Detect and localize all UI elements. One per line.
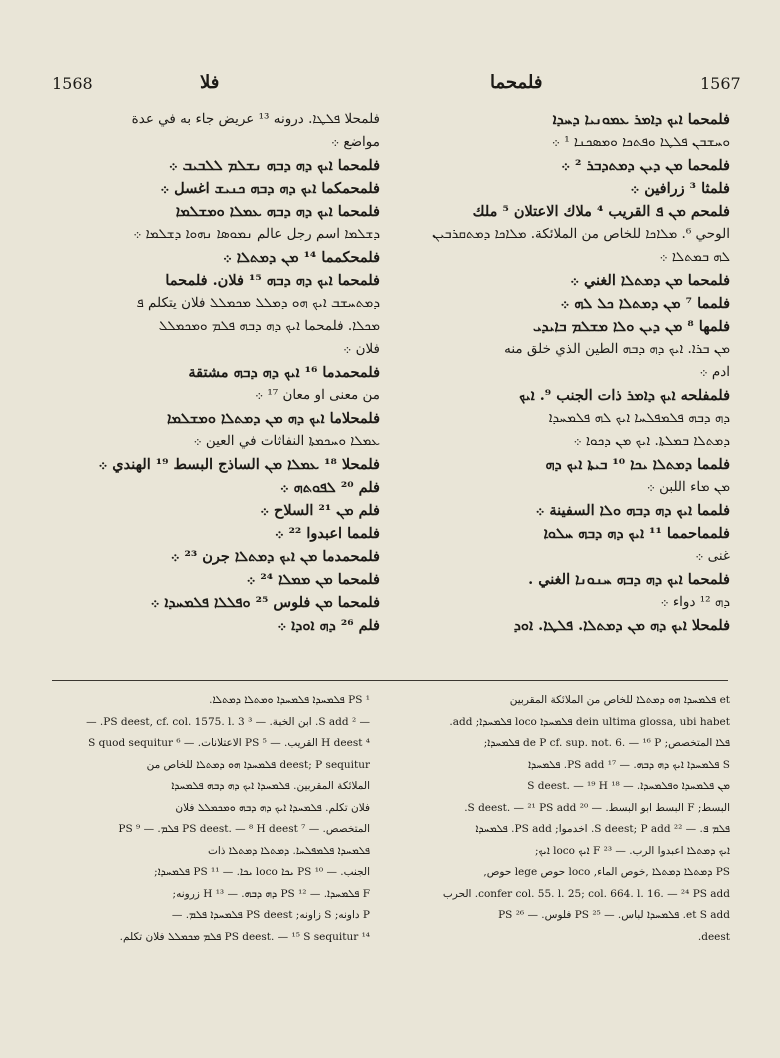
footnote-line: المتخصص. — ⁷ PS deest. — ⁸ H deest ܦܠܡ. — ⁹ PS <box>118 823 370 835</box>
entry-line: الوحي ⁶. ܡܠܐܟܐ للخاص من الملائكة. ܡܠܐܟܐ ܕܡܬܩܪܒܝܢ <box>432 226 730 242</box>
entry-line: ܕܫܠܡܐ اسم رجل عالم ܢܡܘܣܐ ܢܗܘܐ ܕܫܠܡܐ ܀ <box>133 226 380 242</box>
footnote-line: ¹⁴ PS deest. — ¹⁵ S sequitur ܦܠܡ ܡܟܡܠܠ فلان تكلم. <box>119 930 370 943</box>
entry-line: فلمحكمما ¹⁴ ܡܢ ܕܡܬܠܐ ܀ <box>223 249 380 266</box>
left-column <box>50 108 380 637</box>
footnote-line: الجنب. — ¹⁰ PS ܝܟܐ loco ܝܟܐ. — ¹¹ PS ܦܠܡܚܕܐ; <box>154 866 370 878</box>
entry-line: فلمحما ܐܝܟ ܕܗ ܕܒܗ ܥܡܠܐ ܘܡܫܠܡܐ <box>175 203 380 220</box>
entry-line: فلمحما ܐܝܟ ܕܗ ܕܒܗ ܚܢܘܢܐ الغني . <box>528 571 730 588</box>
entry-line: فلمحما ܐܝܟ ܕܐܡܪ ܥܡܘܢܝܐ ܕܚܕܐ <box>552 111 730 128</box>
footnote-line: F ܦܠܡܚܕܐ. — ¹² PS ܕܗ ܕܒܗ. — ¹³ H زرونه; <box>172 887 370 900</box>
entry-line: فلمما ܐܝܟ ܕܗ ܕܒܗ ܘܠܐ السفينة ܀ <box>535 502 730 519</box>
entry-line: فلمماحمما ¹¹ ܐܝܟ ܕܗ ܕܒܗ ܚܠܘܐ <box>543 525 730 542</box>
entry-line: ܕܗ ¹² دواء ܀ <box>660 594 730 610</box>
footnote-line: ܡܢ ܦܠܡܚܕܐ ܘܦܠܡܚܕܐ. — ¹⁸ S deest. — ¹⁹ H <box>527 780 730 792</box>
footnote-line: deest. <box>697 930 730 943</box>
footnote-line: الملائكة المقربين. ܦܠܡܚܕܐ ܐܝܟ ܕܗ ܕܒܗ ܦܠܡܚܕܐ <box>171 780 370 792</box>
entry-line: فلمفلحه ܐܝܟ ܕܐܡܪ ذات الجنب ⁹. ܐܝܟ <box>519 387 730 404</box>
entry-line: فلمحما ܡܢ ܡܡܠܐ ²⁴ ܀ <box>246 571 380 588</box>
right-footnotes <box>385 690 730 948</box>
left-footnotes <box>50 690 370 948</box>
left-headword: فلا <box>200 72 220 93</box>
footnote-divider <box>52 680 728 681</box>
entry-line: مواضع ܀ <box>331 134 380 150</box>
page-header <box>0 74 780 98</box>
entry-line: فلمحمكما ܐܝܟ ܕܗ ܕܒܗ ܟܢܝܫ اغسل ܀ <box>160 180 380 197</box>
entry-line: غنى ܀ <box>695 548 730 564</box>
footnote-line: — ² S add. ابن الخبة. — ³ PS deest, cf. col. 1575. l. 3. — <box>86 715 370 728</box>
footnote-line: dein ultima glossa, ubi habet ܦܠܡܚܕܐ loco ܦܠܡܚܕܐ; add. <box>449 715 730 728</box>
entry-line: فلمحمدما ܡܢ ܐܝܟ ܕܡܬܠܐ جرن ²³ ܀ <box>170 548 380 565</box>
entry-line: فلمما ⁷ ܡܢ ܕܡܬܠܐ ܟܠ ܠܗ ܀ <box>560 295 730 312</box>
right-page-number: 1567 <box>700 74 741 93</box>
footnote-line: ܦܠܡܚܕܐ ܦܠܡܦܠܚܐ. ܕܡܬܠܐ ܕܡܬܠܐ ذات <box>207 844 370 857</box>
footnote-line: ⁴ H deest القريب. — ⁵ PS الاعتلانات. — ⁶ S quod sequitur <box>88 737 370 749</box>
entry-line: فلمحلاما ܐܝܟ ܕܗ ܡܢ ܕܡܬܠܐ ܘܡܫܠܡܐ <box>167 410 380 427</box>
footnote-line: PS ܕܡܬܠܐ ܕܡܬܠܐ ,خوص الماء, loco حوص lege حوص, <box>483 866 730 878</box>
entry-line: فلمثا ³ زرافين ܀ <box>630 180 730 197</box>
footnote-line: et S add. ܦܠܡܚܕܐ لباس. — ²⁵ PS فلوس. — ²⁶ PS <box>498 909 730 921</box>
entry-line: فلمحما ܐܝܟ ܕܗ ܕܒܗ ܢܫܠܡ ܠܠܒܝܒ ܀ <box>168 157 380 174</box>
entry-line: فلمحما ܡܢ فلوس ²⁵ ܘܦܠܠܐ ܦܠܡܚܕܐ ܀ <box>150 594 380 611</box>
entry-line: فلمحلا ܐܝܟ ܕܗ ܡܢ ܕܡܬܠܐ. ܦܠܛܐ. ܐܘܕ <box>513 617 730 634</box>
entry-line: فلمحما ܡܢ ܕܡܬܠܐ الغني ܀ <box>570 272 730 289</box>
footnote-line: ܐܝܟ ܕܡܬܠܐ اعبدوا الرب. — ²³ F ܐܝܟ loco ܐܝܟ; <box>534 844 730 857</box>
entry-line: ܕܗ ܕܒܗ ܦܠܡܦܠܚܐ ܐܝܟ ܠܗ ܦܠܡܚܕܐ <box>548 410 730 426</box>
entry-line: فلم ܡܢ ²¹ السلاح ܀ <box>260 502 380 519</box>
entry-line: من معنى او معان ¹⁷ ܀ <box>254 387 380 403</box>
footnote-line: البسط; F البسط ابو البسط. — ²⁰ S deest. — ²¹ PS add. <box>464 801 730 814</box>
entry-line: فلمما ܕܡܬܠܐ ܝܟܐ ¹⁰ ܒܝܬܐ ܐܝܟ ܕܗ <box>545 456 730 473</box>
entry-line: فلمحلا ¹⁸ ܥܡܠܐ ܡܢ الساذج البسط ¹⁹ الهندي ܀ <box>98 456 380 473</box>
entry-line: ܡܢ ܡاء اللبن ܀ <box>646 479 730 495</box>
entry-line: ܥܡܠܐ ܘܚܟܡܬܐ النفاثات في العين ܀ <box>193 433 380 449</box>
footnote-line: et ܦܠܡܚܕܐ ܗܘ ܕܡܬܠܐ للخاص من الملائكة المقربين <box>509 694 730 706</box>
entry-line: فلم ²⁶ ܕܗ ܐܘܕܐ ܀ <box>277 617 380 634</box>
entry-line: فلمحمدما ¹⁶ ܐܝܟ ܕܗ ܕܒܗ مشتقة <box>188 364 380 381</box>
entry-line: ܡܟܠܐ. فلمحما ܐܝܟ ܕܗ ܕܒܗ ܦܠܡ ܘܡܟܡܠܠ <box>158 318 380 334</box>
entry-line: ܘܚܫܒܢ ܦܠܛܐ ܘܦܬܟܐ ܘܡܣܟܢܐ ¹ ܀ <box>551 134 730 150</box>
entry-line: فلم ²⁰ ܠܦܘܬܗ ܀ <box>279 479 380 496</box>
footnote-line: P داونه; S زاونه; PS deest ܦܠܡܚܕܐ ܦܠܡ. — <box>171 909 370 921</box>
entry-line: ܕܡܬܚܫܒ ܐܝܟ ܗܘ ܕܡܠܠ ܡܟܡܠܠ فلان يتكلم ܦ <box>136 295 380 311</box>
footnote-line: deest; P sequitur ܦܠܡܚܕܐ ܗܘ ܕܡܬܠܐ للخاص من <box>146 758 370 771</box>
footnote-line: ܦܠܡ ܦ. — ²² S deest; P add. اخدموا; PS add. ܦܠܡܚܕܐ <box>475 823 730 835</box>
entry-line: ܡܢ ܒܪܐ. ܐܝܟ ܕܗ ܕܒܗ الطين الذي خلق منه <box>504 341 730 357</box>
footnote-line: ¹ PS ܦܠܡܚܕܐ ܦܠܡܚܕܐ ܘܡܬܠܐ ܕܡܬܠܐ. <box>209 694 370 706</box>
entry-line: ادم ܀ <box>699 364 730 380</box>
left-page-number: 1568 <box>52 74 93 93</box>
footnote-line: ܦܠܐ المتخصص; de P cf. sup. not. 6. — ¹⁶ P ܦܠܡܚܕܐ; <box>483 737 730 749</box>
footnote-line: confer col. 55. l. 25; col. 664. l. 16. — ²⁴ PS add. الحرب <box>442 887 730 900</box>
right-column <box>380 108 730 637</box>
entry-line: فلمحم ܡܢ ܦ القريب ⁴ ملاك الاعتلان ⁵ ملك <box>472 203 730 220</box>
entry-line: ܕܡܬܠܐ ܒܡܠܬܐ. ܐܝܟ ܡܢ ܕܟܘܐ ܀ <box>573 433 730 449</box>
entry-line: فلمها ⁸ ܡܢ ܕܝܢ ܘܠܐ ܡܫܠܡ ܒܐܝܕܝ <box>532 318 730 335</box>
footnote-line: فلان تكلم. ܦܠܡܚܕܐ ܐܝܟ ܕܗ ܕܒܗ ܘܡܟܡܠܠ فلان <box>175 801 370 814</box>
entry-line: فلان ܀ <box>343 341 380 357</box>
entry-line: فلمحما ܡܢ ܕܝܢ ܕܡܬܕܒܪ ² ܀ <box>561 157 730 174</box>
right-headword: فلمحما <box>490 72 543 93</box>
entry-line: فلمحلا ܦܠܛܐ. درونه ¹³ عريض جاء به في عدة <box>131 111 380 127</box>
entry-line: فلمما اعبدوا ²² ܀ <box>274 525 380 542</box>
entry-line: فلمحما ܐܝܟ ܕܗ ܕܒܗ ¹⁵ فلان. فلمحما <box>165 272 380 289</box>
entry-line: ܠܗ ܒܡܬܠܐ ܀ <box>659 249 730 265</box>
footnote-line: S ܦܠܡܚܕܐ ܐܝܟ ܕܗ ܕܒܗ. — ¹⁷ PS add. ܦܠܡܚܕܐ <box>528 758 730 771</box>
